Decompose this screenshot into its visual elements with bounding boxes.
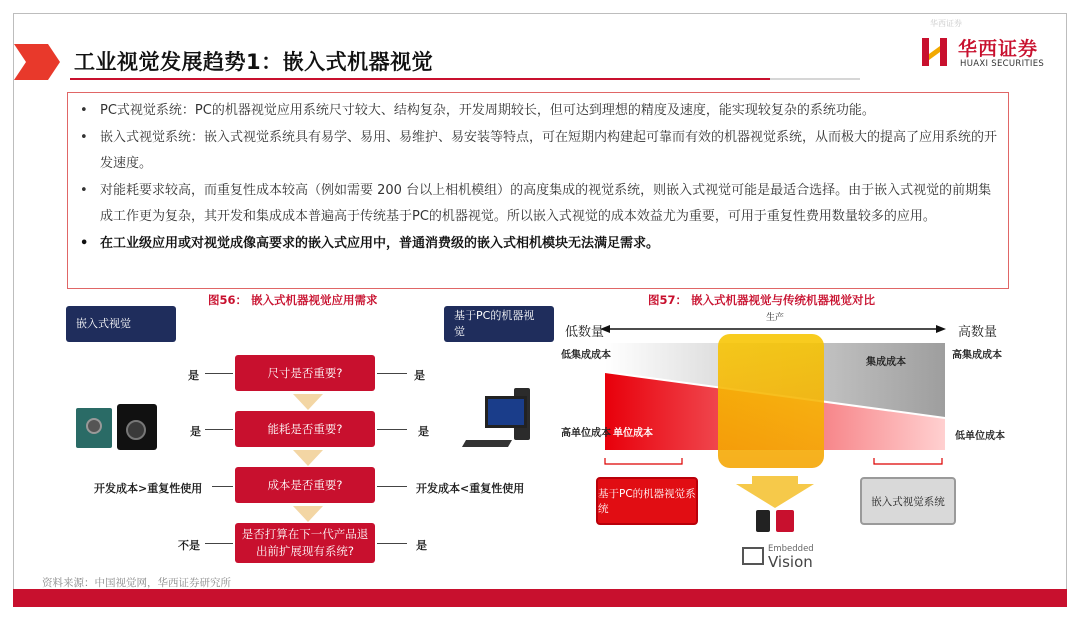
page-title: 工业视觉发展趋势1：嵌入式机器视觉	[74, 50, 434, 74]
label-low-integration-cost: 低集成成本	[561, 350, 611, 361]
axis-high-quantity: 高数量	[958, 325, 998, 340]
footer-bar	[13, 589, 1067, 607]
embedded-camera-image	[756, 510, 770, 532]
figure56-caption: 图56： 嵌入式机器视觉应用需求	[208, 293, 378, 307]
logo-watermark: 华西证券	[930, 19, 962, 28]
label-integration-cost: 集成成本	[866, 357, 906, 368]
embedded-vision-box: 嵌入式视觉	[66, 306, 176, 342]
axis-low-quantity: 低数量	[565, 325, 605, 340]
right-answer-size: 是	[414, 369, 425, 382]
right-answer-cost: 开发成本<重复性使用	[416, 482, 525, 495]
embedded-bracket	[874, 458, 942, 464]
question-expand: 是否打算在下一代产品退出前扩展现有系统?	[235, 523, 375, 563]
question-power: 能耗是否重要?	[235, 411, 375, 447]
right-answer-expand: 是	[416, 539, 427, 552]
pc-vision-box: 基于PC的机器视觉	[444, 306, 554, 342]
source-note: 资料来源：中国视觉网，华西证券研究所	[42, 577, 231, 589]
label-high-unit-cost: 高单位成本	[561, 428, 611, 439]
brand-big: Vision	[768, 553, 813, 571]
brand-small: Embedded	[768, 544, 814, 554]
embedded-vision-logo-icon	[742, 547, 764, 565]
left-answer-expand: 不是	[178, 539, 200, 552]
question-size: 尺寸是否重要?	[235, 355, 375, 391]
pc-system-box: 基于PC的机器视觉系统	[596, 477, 698, 525]
down-arrow-icon	[736, 476, 814, 508]
logo-text-cn: 华西证券	[958, 38, 1039, 60]
label-high-integration-cost: 高集成成本	[952, 350, 1002, 361]
label-unit-cost: 单位成本	[613, 428, 653, 439]
left-answer-cost: 开发成本>重复性使用	[94, 482, 203, 495]
bullet-pc-vision: • PC式视觉系统：PC的机器视觉应用系统尺寸较大、结构复杂，开发周期较长，但可达到理想的精度及速度，能实现较复杂的系统功能。	[78, 98, 998, 125]
axis-production: 生产	[766, 313, 785, 323]
embedded-system-box: 嵌入式视觉系统	[860, 477, 956, 525]
right-answer-power: 是	[418, 425, 429, 438]
sweet-spot-highlight	[718, 334, 824, 468]
bullet-industrial: • 在工业级应用或对视觉成像高要求的嵌入式应用中，普通消费级的嵌入式相机模块无法满足需求。	[78, 231, 998, 258]
bullet-cost: • 对能耗要求较高，而重复性成本较高（例如需要 200 台以上相机模组）的高度集成的视觉系统，则嵌入式视觉可能是最适合选择。由于嵌入式视觉的前期集成工作更为复杂，其开发和集成成本普遍高于传统基于PC的机器视觉。所以嵌入式视觉的成本效益尤为重要，可用于重复性费用数量较多的应用。	[78, 178, 998, 231]
production-axis	[600, 325, 946, 333]
left-answer-size: 是	[188, 369, 199, 382]
bullet-embedded-vision: • 嵌入式视觉系统：嵌入式视觉系统具有易学、易用、易维护、易安装等特点，可在短期内构建起可靠而有效的机器视觉系统，从而极大的提高了应用系统的开发速度。	[78, 125, 998, 178]
left-answer-power: 是	[190, 425, 201, 438]
label-low-unit-cost: 低单位成本	[955, 431, 1005, 442]
embedded-camera-image	[776, 510, 794, 532]
embedded-vision-brand	[768, 544, 814, 570]
question-cost: 成本是否重要?	[235, 467, 375, 503]
logo-text-en: HUAXI SECURITIES	[960, 59, 1045, 69]
figure57-caption: 图57： 嵌入式机器视觉与传统机器视觉对比	[648, 293, 876, 307]
pc-bracket	[605, 458, 682, 464]
